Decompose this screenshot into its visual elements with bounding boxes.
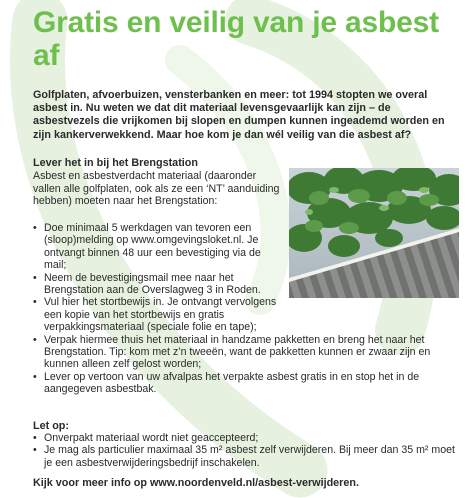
list-item: • Lever op vertoon van uw afvalpas het verpakte asbest gratis in en stop het in de aangegeven asbestbak. [33,371,458,396]
section-intro: Asbest en asbestverdacht materiaal (daaronder vallen alle golfplaten, ook als ze een ‘NT’ aanduiding hebben) moeten naar het Brengstation: [33,170,280,208]
warning-title: Let op: [33,420,69,432]
article-title: Gratis en veilig van je asbest af [33,6,439,72]
more-info-text: Kijk voor meer info op www.noordenveld.nl/asbest-verwijderen. [33,477,359,489]
list-item: • Verpak hiermee thuis het materiaal in handzame pakketten en breng het naar het Brengstation. Tip: kom met z’n tweeën, want de pakketten kunnen er zwaar zijn en kunnen alleen zelf gelost worden; [33,334,458,371]
article-intro: Golfplaten, afvoerbuizen, vensterbanken en meer: tot 1994 stopten we overal asbest in. Nu weten we dat dit materiaal levensgevaarlijk kan zijn – de asbestvezels die vrijkomen bij slopen en dumpen kunnen ingeademd worden en zijn kankerverwekkend. Maar hoe kom je dan wél veilig van die asbest af? [33,89,445,141]
warning-list [33,432,458,469]
steps-list [33,222,458,396]
list-item: • Doe minimaal 5 werkdagen van tevoren een (sloop)melding op www.omgevingsloket.nl. Je ontvangt binnen 48 uur een bevestiging via de mail; [33,222,282,272]
list-item: • Onverpakt materiaal wordt niet geaccepteerd; [33,432,458,444]
list-item: • Neem de bevestigingsmail mee naar het Brengstation aan de Overslagweg 3 in Roden. [33,272,282,297]
list-item: • Vul hier het stortbewijs in. Je ontvangt vervolgens een kopie van het stortbewijs en gratis verpakkingsmateriaal (speciale folie en tape); [33,296,282,333]
section-title: Lever het in bij het Brengstation [33,157,198,169]
list-item: • Je mag als particulier maximaal 35 m² asbest zelf verwijderen. Bij meer dan 35 m² moet je een asbestverwijderingsbedrijf inschakelen. [33,444,458,469]
